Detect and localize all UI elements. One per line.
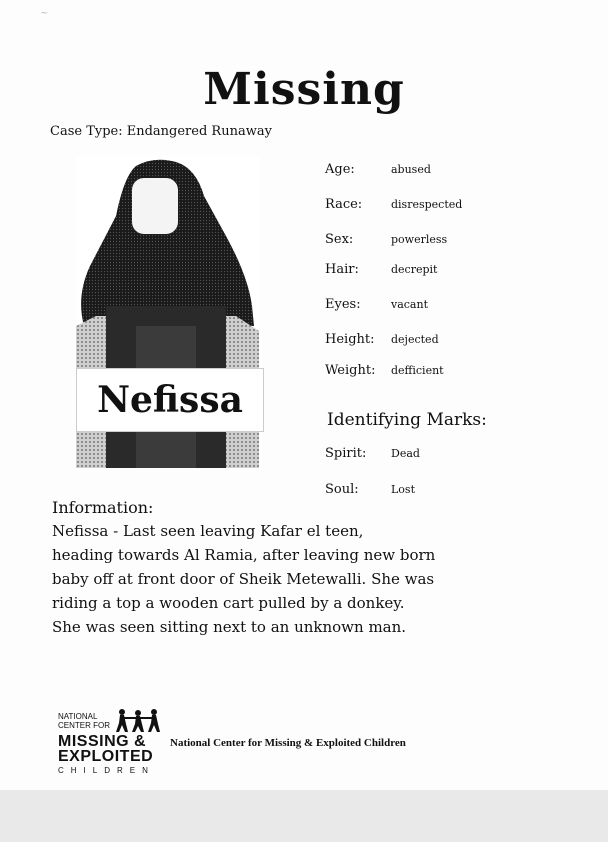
detail-value: powerless [391, 233, 448, 246]
mark-label: Soul: [325, 482, 359, 497]
mark-value: Dead [391, 447, 420, 460]
info-line: heading towards Al Ramia, after leaving new born [52, 546, 436, 564]
name-caption: Nefissa [76, 368, 264, 432]
detail-label: Hair: [325, 262, 359, 277]
logo-top-text: NATIONAL CENTER FOR [58, 712, 110, 730]
detail-weight [325, 363, 444, 378]
info-line: baby off at front door of Sheik Metewalli. She was [52, 570, 435, 588]
info-line: She was seen sitting next to an unknown man. [52, 618, 407, 636]
detail-eyes [325, 297, 428, 312]
detail-label: Sex: [325, 232, 354, 247]
detail-value: decrepit [391, 263, 438, 276]
mark-label: Spirit: [325, 446, 367, 461]
detail-value: vacant [391, 298, 428, 311]
page-title: Missing [203, 64, 405, 115]
scan-mark: ~ [40, 8, 49, 19]
detail-age [325, 162, 431, 177]
detail-value: abused [391, 163, 431, 176]
children-figures-icon [114, 708, 162, 732]
scan-margin [0, 790, 608, 842]
detail-hair [325, 262, 437, 277]
info-line: riding a top a wooden cart pulled by a donkey. [52, 594, 405, 612]
detail-label: Height: [325, 332, 375, 347]
logo-main-text: MISSING & EXPLOITED [58, 733, 154, 765]
ncmec-logo [58, 708, 168, 778]
detail-height [325, 332, 439, 347]
mark-soul [325, 482, 415, 497]
mark-value: Lost [391, 483, 415, 496]
detail-label: Race: [325, 197, 363, 212]
detail-value: defficient [391, 364, 444, 377]
detail-label: Weight: [325, 363, 376, 378]
detail-sex [325, 232, 447, 247]
case-type: Case Type: Endangered Runaway [50, 124, 272, 139]
detail-label: Eyes: [325, 297, 361, 312]
mark-spirit [325, 446, 420, 461]
detail-value: dejected [391, 333, 439, 346]
information-heading: Information: [52, 498, 154, 517]
identifying-marks-heading: Identifying Marks: [327, 410, 487, 430]
logo-children-text: CHILDREN [58, 766, 155, 775]
info-line: Nefissa - Last seen leaving Kafar el teen, [52, 522, 364, 540]
detail-label: Age: [325, 162, 355, 177]
footer-organization: National Center for Missing & Exploited Children [170, 737, 406, 749]
detail-race [325, 197, 462, 212]
detail-value: disrespected [391, 198, 463, 211]
